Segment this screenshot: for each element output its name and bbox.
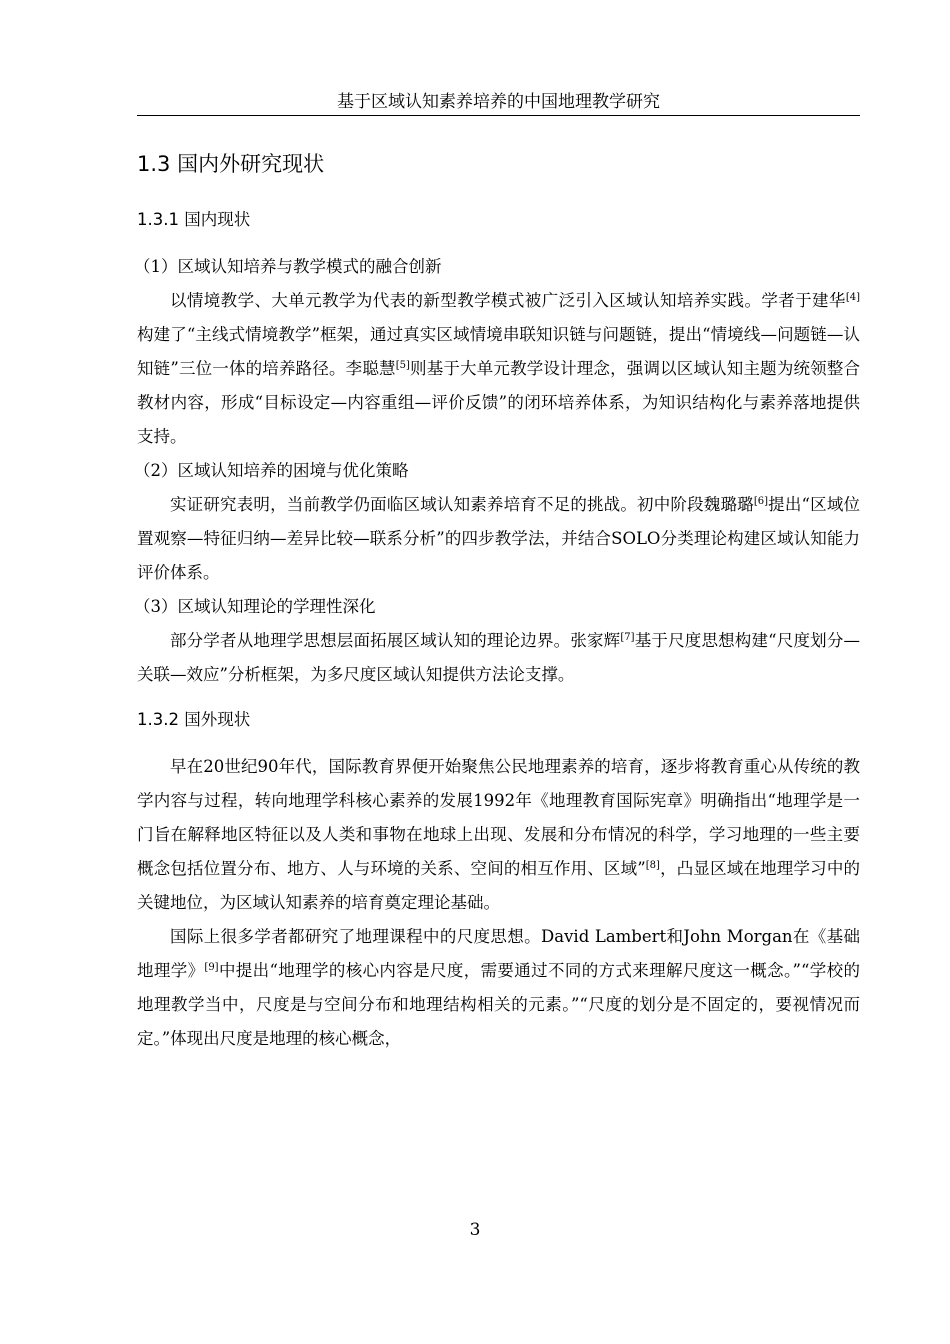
paragraph-4-text-b: ，凸显区域在地理学习中的关键地位，为区域认知素养的培育奠定理论基础。 [137,859,861,912]
paragraph-4 [137,750,860,920]
paragraph-1 [137,284,860,454]
paragraph-3-text-b: 基于尺度思想构建“尺度划分—关联—效应”分析框架，为多尺度区域认知提供方法论支撑。 [137,631,861,684]
paragraph-1-text-b: 构建了“主线式情境教学”框架，通过真实区域情境串联知识链与问题链，提出“情境线—问题链—认知链”三位一体的培养路径。李聪慧 [137,325,860,378]
paragraph-5 [137,920,860,1056]
citation-6: [6] [753,496,768,507]
subsection-heading-foreign: 1.3.2 国外现状 [137,710,251,729]
citation-8: [8] [645,860,660,871]
paragraph-3 [137,624,860,692]
citation-4: [4] [845,292,860,303]
sub-heading-3: （3）区域认知理论的学理性深化 [134,597,376,616]
paragraph-5-text-a: 国际上很多学者都研究了地理课程中的尺度思想。David Lambert和John Morgan在《基础地理学》 [137,927,860,980]
citation-5: [5] [395,360,410,371]
sub-heading-2: （2）区域认知培养的困境与优化策略 [134,461,409,480]
header-rule [137,115,860,116]
running-header: 基于区域认知素养培养的中国地理教学研究 [337,92,660,112]
spacer [137,692,860,708]
page-number: 3 [469,1220,481,1240]
paragraph-2-text-a: 实证研究表明，当前教学仍面临区域认知素养培育不足的挑战。初中阶段魏璐璐 [170,495,754,514]
sub-heading-1: （1）区域认知培养与教学模式的融合创新 [134,257,442,276]
paragraph-1-text-c: 则基于大单元教学设计理念，强调以区域认知主题为统领整合教材内容，形成“目标设定—内容重组—评价反馈”的闭环培养体系，为知识结构化与素养落地提供支持。 [137,359,860,446]
paragraph-5-text-b: 中提出“地理学的核心内容是尺度，需要通过不同的方式来理解尺度这一概念。”“学校的地理教学当中，尺度是与空间分布和地理结构相关的元素。”“尺度的划分是不固定的，要视情况而定。”体现出尺度是地理的核心概念， [137,961,860,1048]
paragraph-2-text-b: 提出“区域位置观察—特征归纳—差异比较—联系分析”的四步教学法，并结合SOLO分类理论构建区域认知能力评价体系。 [137,495,861,582]
citation-7: [7] [620,632,635,643]
citation-9: [9] [204,962,219,973]
paragraph-3-text-a: 部分学者从地理学思想层面拓展区域认知的理论边界。张家辉 [170,631,621,650]
section-heading: 1.3 国内外研究现状 [137,152,325,176]
paragraph-1-text-a: 以情境教学、大单元教学为代表的新型教学模式被广泛引入区域认知培养实践。学者于建华 [170,291,846,310]
subsection-heading-domestic: 1.3.1 国内现状 [137,210,251,229]
page-content [134,150,861,1056]
paragraph-4-text-a: 早在20世纪90年代，国际教育界便开始聚焦公民地理素养的培育，逐步将教育重心从传统的教学内容与过程，转向地理学科核心素养的发展1992年《地理教育国际宪章》明确指出“地理学是一门旨在解释地区特征以及人类和事物在地球上出现、发展和分布情况的科学，学习地理的一些主要概念包括位置分布、地方、人与环境的关系、空间的相互作用、区域” [137,757,860,878]
paragraph-2 [137,488,860,590]
